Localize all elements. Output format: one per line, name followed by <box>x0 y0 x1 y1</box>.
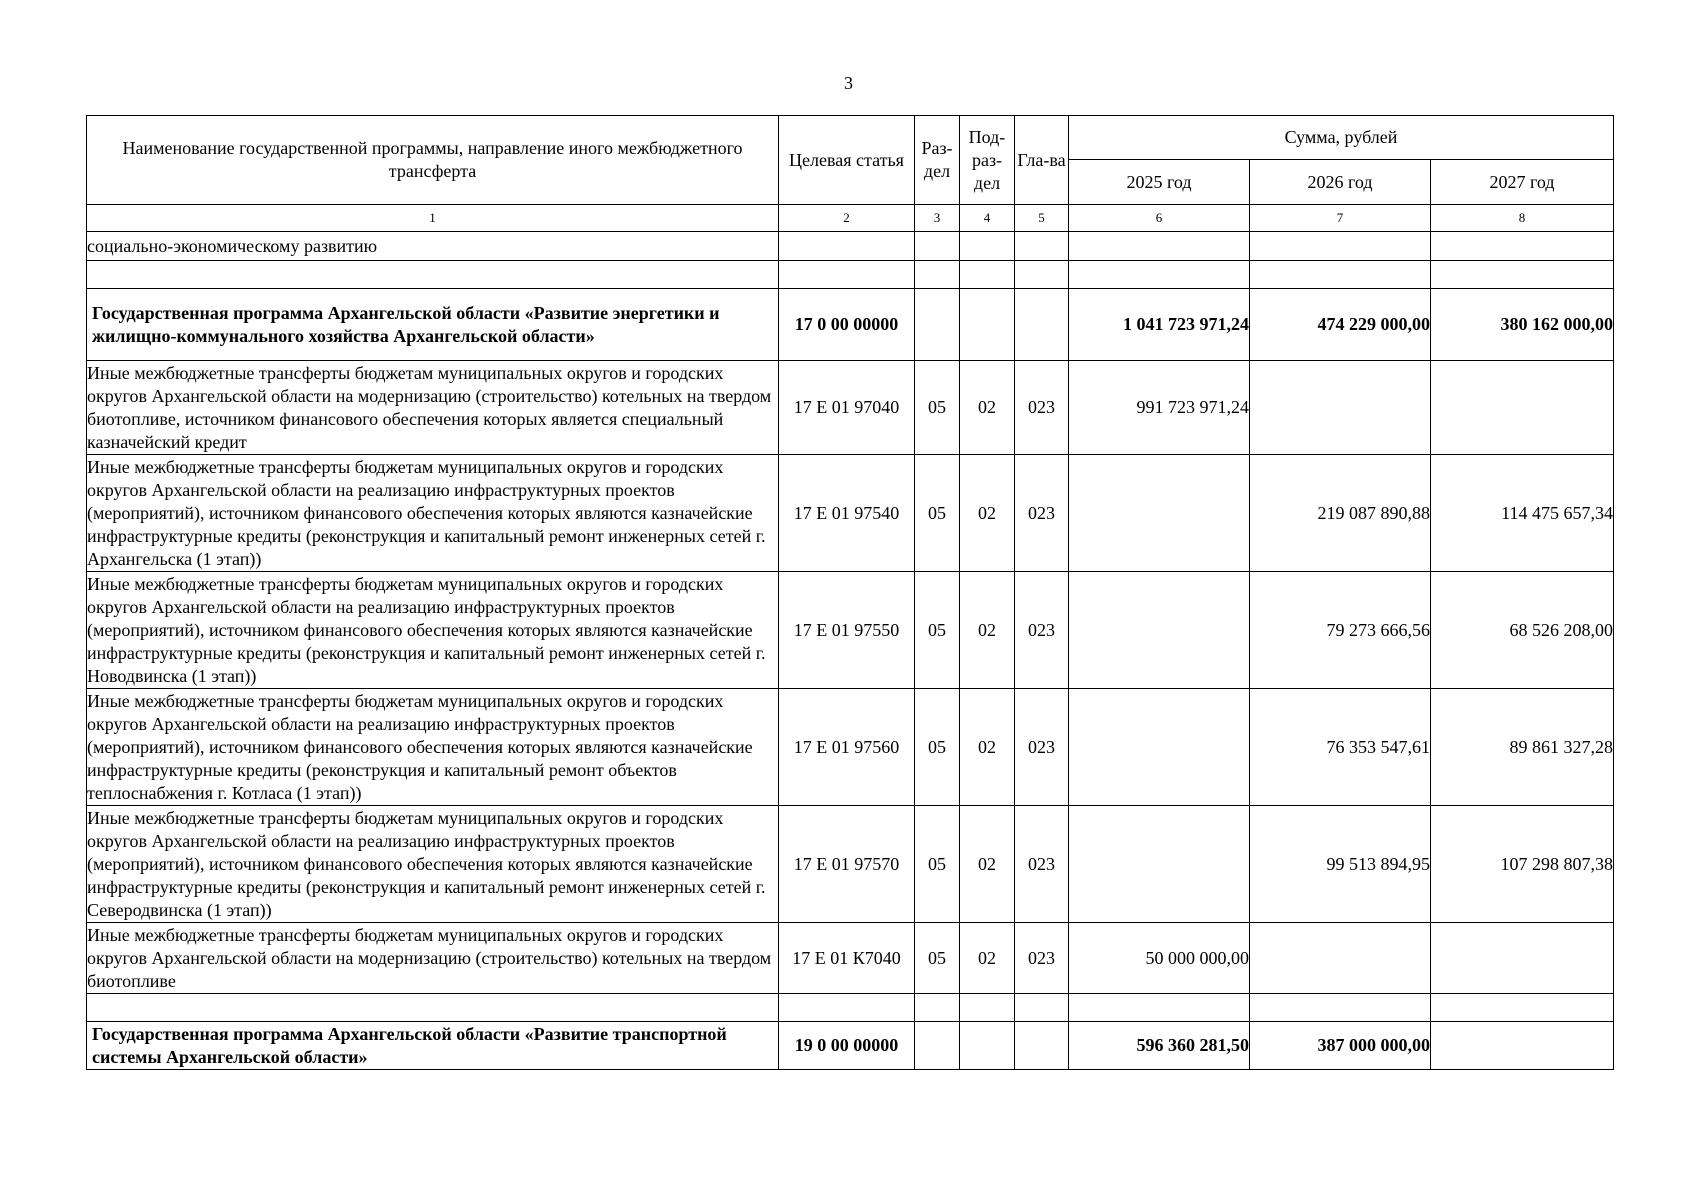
row-target-code <box>779 232 915 261</box>
row-amount-2027: 68 526 208,00 <box>1431 572 1614 689</box>
row-target-code: 17 Е 01 97540 <box>779 455 915 572</box>
program-name: Государственная программа Архангельской области «Развитие транспортной системы Архангельской области» <box>87 1022 779 1070</box>
row-name: Иные межбюджетные трансферты бюджетам муниципальных округов и городских округов Архангельской области на модернизацию (строительство) котельных на твердом биотопливе <box>87 923 779 994</box>
row-chapter: 023 <box>1015 572 1069 689</box>
row-subsection: 02 <box>960 923 1015 994</box>
header-chapter: Гла-ва <box>1015 116 1069 205</box>
row-amount-2026 <box>1250 923 1431 994</box>
row-amount-2027: 114 475 657,34 <box>1431 455 1614 572</box>
row-amount-2025: 991 723 971,24 <box>1069 361 1250 455</box>
program-row <box>87 1022 1614 1070</box>
row-subsection: 02 <box>960 806 1015 923</box>
row-amount-2025 <box>1069 806 1250 923</box>
row-amount-2026: 219 087 890,88 <box>1250 455 1431 572</box>
row-subsection: 02 <box>960 361 1015 455</box>
row-name: Иные межбюджетные трансферты бюджетам муниципальных округов и городских округов Архангельской области на модернизацию (строительство) котельных на твердом биотопливе, источником финансового обеспечения которых является специальный казначейский кредит <box>87 361 779 455</box>
program-amount-2025: 1 041 723 971,24 <box>1069 289 1250 361</box>
header-row <box>87 116 1614 160</box>
row-amount-2025 <box>1069 455 1250 572</box>
row-subsection <box>960 1022 1015 1070</box>
row-subsection: 02 <box>960 572 1015 689</box>
table-row <box>87 361 1614 455</box>
row-subsection <box>960 994 1015 1022</box>
row-amount-2026 <box>1250 994 1431 1022</box>
header-name: Наименование государственной программы, направление иного межбюджетного трансферта <box>87 116 779 205</box>
row-amount-2027: 107 298 807,38 <box>1431 806 1614 923</box>
table-row <box>87 455 1614 572</box>
row-chapter: 023 <box>1015 806 1069 923</box>
row-target-code: 17 Е 01 97550 <box>779 572 915 689</box>
column-number: 8 <box>1431 205 1614 232</box>
table-row <box>87 689 1614 806</box>
row-amount-2026 <box>1250 232 1431 261</box>
row-name: социально-экономическому развитию <box>87 232 779 261</box>
budget-table <box>86 115 1614 1070</box>
row-chapter <box>1015 261 1069 289</box>
header-target: Целевая статья <box>779 116 915 205</box>
table-row-empty <box>87 261 1614 289</box>
row-section: 05 <box>915 923 960 994</box>
table-row <box>87 232 1614 261</box>
row-section <box>915 232 960 261</box>
row-amount-2027 <box>1431 994 1614 1022</box>
column-number: 4 <box>960 205 1015 232</box>
header-year-2025: 2025 год <box>1069 160 1250 205</box>
row-name: Иные межбюджетные трансферты бюджетам муниципальных округов и городских округов Архангельской области на реализацию инфраструктурных проектов (мероприятий), источником финансового обеспечения которых являются казначейские инфраструктурные кредиты (реконструкция и капитальный ремонт инженерных сетей г. Северодвинска (1 этап)) <box>87 806 779 923</box>
header-year-2026: 2026 год <box>1250 160 1431 205</box>
row-chapter: 023 <box>1015 361 1069 455</box>
table-row <box>87 806 1614 923</box>
row-target-code: 17 Е 01 97570 <box>779 806 915 923</box>
row-amount-2025 <box>1069 689 1250 806</box>
row-chapter <box>1015 1022 1069 1070</box>
row-chapter <box>1015 289 1069 361</box>
row-chapter: 023 <box>1015 455 1069 572</box>
row-amount-2027: 89 861 327,28 <box>1431 689 1614 806</box>
row-section: 05 <box>915 689 960 806</box>
row-amount-2026: 99 513 894,95 <box>1250 806 1431 923</box>
row-section: 05 <box>915 572 960 689</box>
row-section: 05 <box>915 806 960 923</box>
program-amount-2026: 387 000 000,00 <box>1250 1022 1431 1070</box>
program-amount-2025: 596 360 281,50 <box>1069 1022 1250 1070</box>
row-target-code <box>779 994 915 1022</box>
row-name <box>87 994 779 1022</box>
header-section: Раз-дел <box>915 116 960 205</box>
row-amount-2025 <box>1069 994 1250 1022</box>
column-number: 1 <box>87 205 779 232</box>
row-subsection <box>960 261 1015 289</box>
row-section <box>915 1022 960 1070</box>
header-sum: Сумма, рублей <box>1069 116 1614 160</box>
row-amount-2026: 79 273 666,56 <box>1250 572 1431 689</box>
row-amount-2025 <box>1069 261 1250 289</box>
program-amount-2026: 474 229 000,00 <box>1250 289 1431 361</box>
row-section <box>915 289 960 361</box>
row-chapter <box>1015 994 1069 1022</box>
table-row <box>87 923 1614 994</box>
column-number: 5 <box>1015 205 1069 232</box>
row-amount-2027 <box>1431 261 1614 289</box>
program-amount-2027 <box>1431 1022 1614 1070</box>
row-name <box>87 261 779 289</box>
row-section: 05 <box>915 361 960 455</box>
page-number: 3 <box>844 73 853 93</box>
program-name: Государственная программа Архангельской области «Развитие энергетики и жилищно-коммунального хозяйства Архангельской области» <box>87 289 779 361</box>
row-target-code <box>779 261 915 289</box>
program-target-code: 17 0 00 00000 <box>779 289 915 361</box>
row-name: Иные межбюджетные трансферты бюджетам муниципальных округов и городских округов Архангельской области на реализацию инфраструктурных проектов (мероприятий), источником финансового обеспечения которых являются казначейские инфраструктурные кредиты (реконструкция и капитальный ремонт объектов теплоснабжения г. Котласа (1 этап)) <box>87 689 779 806</box>
row-chapter <box>1015 232 1069 261</box>
row-amount-2025: 50 000 000,00 <box>1069 923 1250 994</box>
row-chapter: 023 <box>1015 689 1069 806</box>
row-amount-2027 <box>1431 923 1614 994</box>
row-section <box>915 994 960 1022</box>
row-target-code: 17 Е 01 97560 <box>779 689 915 806</box>
column-number-row <box>87 205 1614 232</box>
row-subsection: 02 <box>960 689 1015 806</box>
row-chapter: 023 <box>1015 923 1069 994</box>
row-amount-2026: 76 353 547,61 <box>1250 689 1431 806</box>
row-subsection <box>960 232 1015 261</box>
header-year-2027: 2027 год <box>1431 160 1614 205</box>
row-target-code: 17 Е 01 К7040 <box>779 923 915 994</box>
row-target-code: 17 Е 01 97040 <box>779 361 915 455</box>
row-amount-2025 <box>1069 572 1250 689</box>
row-amount-2026 <box>1250 361 1431 455</box>
row-amount-2025 <box>1069 232 1250 261</box>
row-subsection <box>960 289 1015 361</box>
program-row <box>87 289 1614 361</box>
row-amount-2026 <box>1250 261 1431 289</box>
column-number: 2 <box>779 205 915 232</box>
header-subsection: Под-раз-дел <box>960 116 1015 205</box>
table-row-empty <box>87 994 1614 1022</box>
row-subsection: 02 <box>960 455 1015 572</box>
row-name: Иные межбюджетные трансферты бюджетам муниципальных округов и городских округов Архангельской области на реализацию инфраструктурных проектов (мероприятий), источником финансового обеспечения которых являются казначейские инфраструктурные кредиты (реконструкция и капитальный ремонт инженерных сетей г. Архангельска (1 этап)) <box>87 455 779 572</box>
row-amount-2027 <box>1431 361 1614 455</box>
row-amount-2027 <box>1431 232 1614 261</box>
row-section: 05 <box>915 455 960 572</box>
row-section <box>915 261 960 289</box>
program-amount-2027: 380 162 000,00 <box>1431 289 1614 361</box>
column-number: 6 <box>1069 205 1250 232</box>
program-target-code: 19 0 00 00000 <box>779 1022 915 1070</box>
row-name: Иные межбюджетные трансферты бюджетам муниципальных округов и городских округов Архангельской области на реализацию инфраструктурных проектов (мероприятий), источником финансового обеспечения которых являются казначейские инфраструктурные кредиты (реконструкция и капитальный ремонт инженерных сетей г. Новодвинска (1 этап)) <box>87 572 779 689</box>
column-number: 7 <box>1250 205 1431 232</box>
table-row <box>87 572 1614 689</box>
column-number: 3 <box>915 205 960 232</box>
